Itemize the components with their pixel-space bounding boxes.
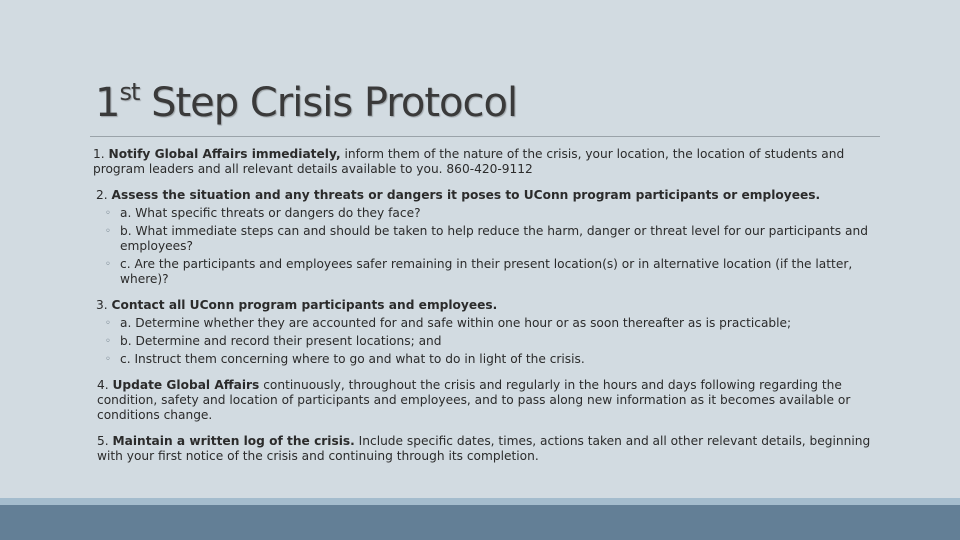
step-number: 2. [96,188,112,202]
step-text [97,434,883,464]
step-heading: Maintain a written log of the crisis. [112,434,355,448]
title-text: Step Crisis Protocol [139,80,518,126]
title-superscript: st [119,78,140,106]
circle-bullet-icon: ◦ [105,208,111,219]
substep [96,316,883,331]
footer-bar [0,505,960,540]
step-heading: Update Global Affairs [112,378,260,392]
protocol-step-3 [93,298,883,367]
circle-bullet-icon: ◦ [105,259,111,270]
protocol-list [93,147,883,475]
step-text [96,298,883,313]
step-number: 4. [97,378,113,392]
step-number: 5. [97,434,113,448]
substep [96,206,883,221]
step-text [93,147,883,177]
substep-text: a. Determine whether they are accounted for and safe within one hour or as soon thereafter as is practicable; [120,316,792,330]
slide-title [95,78,517,126]
step-description: continuously, throughout the crisis and regularly in the hours and days following regarding the condition, safety and location of participants and employees, and to pass along new information as it becomes available or conditions change. [97,378,851,422]
step-heading: Notify Global Affairs immediately, [108,147,341,161]
step-substeps [96,206,883,287]
title-divider [90,136,880,137]
substep [96,257,883,287]
substep [96,224,883,254]
footer-accent-strip [0,498,960,505]
substep [96,334,883,349]
substep-text: c. Instruct them concerning where to go and what to do in light of the crisis. [120,352,585,366]
substep [96,352,883,367]
substep-text: a. What specific threats or dangers do they face? [120,206,421,220]
protocol-step-5 [93,434,883,464]
step-number: 3. [96,298,112,312]
circle-bullet-icon: ◦ [105,318,111,329]
step-text [96,188,883,203]
step-heading: Contact all UConn program participants and employees. [111,298,498,312]
step-description: inform them of the nature of the crisis, your location, the location of students and program leaders and all relevant details available to you. 860-420-9112 [93,147,845,176]
protocol-step-4 [93,378,883,423]
title-number: 1 [95,80,120,126]
protocol-step-2 [93,188,883,287]
circle-bullet-icon: ◦ [105,226,111,237]
protocol-step-1 [93,147,883,177]
step-text [97,378,883,423]
step-substeps [96,316,883,367]
step-description: Include specific dates, times, actions taken and all other relevant details, beginning with your first notice of the crisis and continuing through its completion. [97,434,871,463]
substep-text: b. What immediate steps can and should be taken to help reduce the harm, danger or threat level for our participants and employees? [120,224,868,253]
step-number: 1. [93,147,109,161]
circle-bullet-icon: ◦ [105,354,111,365]
circle-bullet-icon: ◦ [105,336,111,347]
substep-text: c. Are the participants and employees safer remaining in their present location(s) or in alternative location (if the latter, where)? [120,257,853,286]
substep-text: b. Determine and record their present locations; and [120,334,442,348]
step-heading: Assess the situation and any threats or dangers it poses to UConn program participants or employees. [111,188,821,202]
